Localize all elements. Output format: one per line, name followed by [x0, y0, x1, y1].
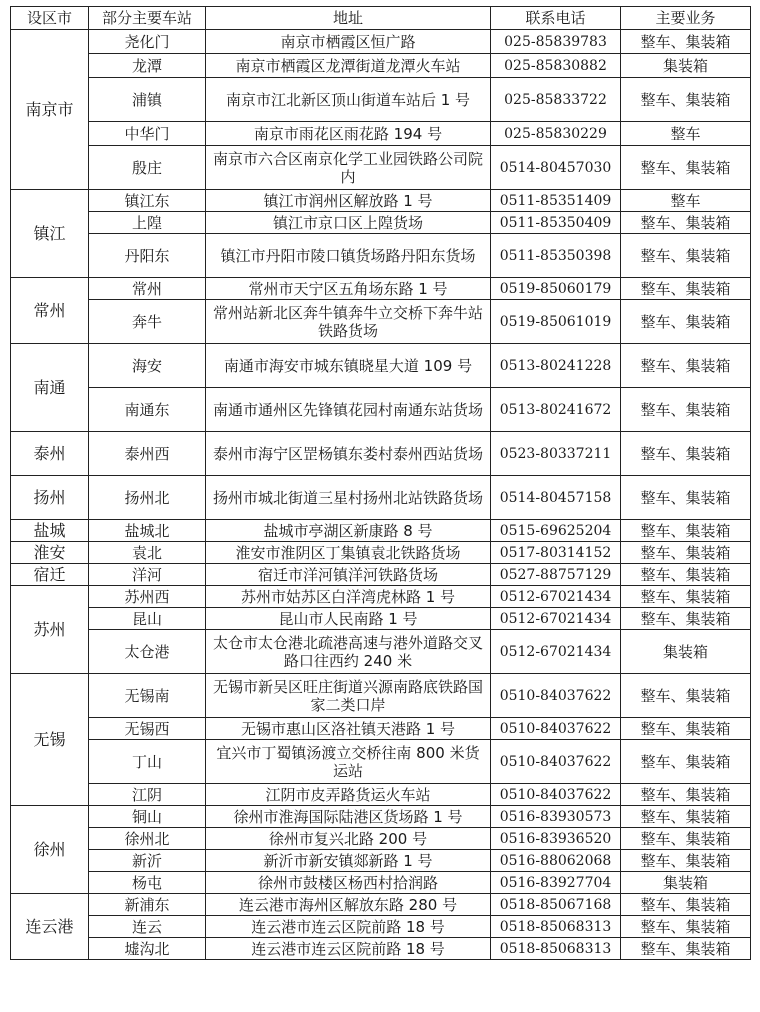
station-cell: 上隍: [89, 212, 206, 234]
business-cell: 整车: [621, 190, 751, 212]
address-cell: 盐城市亭湖区新康路 8 号: [206, 520, 491, 542]
city-cell: 扬州: [11, 476, 89, 520]
phone-cell: 0518-85068313: [491, 916, 621, 938]
phone-cell: 0510-84037622: [491, 740, 621, 784]
address-cell: 南通市通州区先锋镇花园村南通东站货场: [206, 388, 491, 432]
address-cell: 徐州市淮海国际陆港区货场路 1 号: [206, 806, 491, 828]
table-row: [11, 630, 751, 674]
business-cell: 整车、集装箱: [621, 344, 751, 388]
address-cell: 常州站新北区奔牛镇奔牛立交桥下奔牛站铁路货场: [206, 300, 491, 344]
city-cell: 连云港: [11, 894, 89, 960]
table-row: [11, 894, 751, 916]
table-row: [11, 872, 751, 894]
business-cell: 整车、集装箱: [621, 718, 751, 740]
address-cell: 昆山市人民南路 1 号: [206, 608, 491, 630]
table-row: [11, 806, 751, 828]
business-cell: 整车、集装箱: [621, 828, 751, 850]
city-cell: 苏州: [11, 586, 89, 674]
table-row: [11, 388, 751, 432]
phone-cell: 0518-85068313: [491, 938, 621, 960]
header-row: [11, 7, 751, 30]
phone-cell: 0514-80457030: [491, 146, 621, 190]
phone-cell: 0510-84037622: [491, 718, 621, 740]
table-header: [11, 7, 751, 30]
table-row: [11, 212, 751, 234]
phone-cell: 0516-83927704: [491, 872, 621, 894]
station-cell: 连云: [89, 916, 206, 938]
phone-cell: 0514-80457158: [491, 476, 621, 520]
table-row: [11, 740, 751, 784]
table-row: [11, 432, 751, 476]
table-row: [11, 234, 751, 278]
address-cell: 镇江市京口区上隍货场: [206, 212, 491, 234]
phone-cell: 0518-85067168: [491, 894, 621, 916]
station-cell: 新沂: [89, 850, 206, 872]
address-cell: 南京市栖霞区龙潭街道龙潭火车站: [206, 54, 491, 78]
business-cell: 整车、集装箱: [621, 146, 751, 190]
address-cell: 苏州市姑苏区白洋湾虎林路 1 号: [206, 586, 491, 608]
address-cell: 宿迁市洋河镇洋河铁路货场: [206, 564, 491, 586]
header-phone: 联系电话: [491, 7, 621, 30]
table-row: [11, 586, 751, 608]
station-cell: 浦镇: [89, 78, 206, 122]
station-cell: 泰州西: [89, 432, 206, 476]
address-cell: 连云港市连云区院前路 18 号: [206, 938, 491, 960]
header-business: 主要业务: [621, 7, 751, 30]
phone-cell: 0516-88062068: [491, 850, 621, 872]
address-cell: 淮安市淮阴区丁集镇袁北铁路货场: [206, 542, 491, 564]
phone-cell: 025-85830882: [491, 54, 621, 78]
phone-cell: 025-85833722: [491, 78, 621, 122]
table-row: [11, 718, 751, 740]
station-cell: 太仓港: [89, 630, 206, 674]
business-cell: 整车、集装箱: [621, 608, 751, 630]
city-cell: 镇江: [11, 190, 89, 278]
station-cell: 昆山: [89, 608, 206, 630]
station-cell: 江阴: [89, 784, 206, 806]
address-cell: 宜兴市丁蜀镇汤渡立交桥往南 800 米货运站: [206, 740, 491, 784]
table-row: [11, 190, 751, 212]
address-cell: 江阴市皮弄路货运火车站: [206, 784, 491, 806]
table-row: [11, 122, 751, 146]
phone-cell: 0523-80337211: [491, 432, 621, 476]
business-cell: 整车、集装箱: [621, 278, 751, 300]
table-row: [11, 938, 751, 960]
phone-cell: 0510-84037622: [491, 784, 621, 806]
city-cell: 南京市: [11, 30, 89, 190]
phone-cell: 0513-80241672: [491, 388, 621, 432]
business-cell: 整车、集装箱: [621, 938, 751, 960]
phone-cell: 0527-88757129: [491, 564, 621, 586]
address-cell: 连云港市海州区解放东路 280 号: [206, 894, 491, 916]
business-cell: 整车、集装箱: [621, 740, 751, 784]
city-cell: 淮安: [11, 542, 89, 564]
table-row: [11, 828, 751, 850]
address-cell: 常州市天宁区五角场东路 1 号: [206, 278, 491, 300]
table-row: [11, 30, 751, 54]
table-row: [11, 78, 751, 122]
address-cell: 南通市海安市城东镇晓星大道 109 号: [206, 344, 491, 388]
business-cell: 集装箱: [621, 54, 751, 78]
address-cell: 南京市六合区南京化学工业园铁路公司院内: [206, 146, 491, 190]
phone-cell: 0515-69625204: [491, 520, 621, 542]
business-cell: 整车、集装箱: [621, 30, 751, 54]
phone-cell: 0512-67021434: [491, 586, 621, 608]
station-cell: 南通东: [89, 388, 206, 432]
table-row: [11, 278, 751, 300]
address-cell: 徐州市鼓楼区杨西村拾润路: [206, 872, 491, 894]
city-cell: 宿迁: [11, 564, 89, 586]
station-table: [10, 6, 751, 960]
business-cell: 整车、集装箱: [621, 894, 751, 916]
station-cell: 盐城北: [89, 520, 206, 542]
business-cell: 整车、集装箱: [621, 432, 751, 476]
phone-cell: 0513-80241228: [491, 344, 621, 388]
table-row: [11, 916, 751, 938]
business-cell: 整车、集装箱: [621, 234, 751, 278]
address-cell: 南京市雨花区雨花路 194 号: [206, 122, 491, 146]
table-row: [11, 674, 751, 718]
phone-cell: 0510-84037622: [491, 674, 621, 718]
city-cell: 常州: [11, 278, 89, 344]
station-cell: 洋河: [89, 564, 206, 586]
business-cell: 整车、集装箱: [621, 300, 751, 344]
table-row: [11, 608, 751, 630]
station-cell: 扬州北: [89, 476, 206, 520]
city-cell: 徐州: [11, 806, 89, 894]
header-address: 地址: [206, 7, 491, 30]
phone-cell: 0519-85060179: [491, 278, 621, 300]
business-cell: 集装箱: [621, 630, 751, 674]
business-cell: 整车、集装箱: [621, 388, 751, 432]
table-body: [11, 30, 751, 960]
business-cell: 整车: [621, 122, 751, 146]
address-cell: 无锡市新吴区旺庄街道兴源南路底铁路国家二类口岸: [206, 674, 491, 718]
city-cell: 泰州: [11, 432, 89, 476]
table-row: [11, 146, 751, 190]
phone-cell: 0511-85351409: [491, 190, 621, 212]
station-cell: 苏州西: [89, 586, 206, 608]
phone-cell: 025-85839783: [491, 30, 621, 54]
city-cell: 南通: [11, 344, 89, 432]
station-cell: 铜山: [89, 806, 206, 828]
address-cell: 新沂市新安镇郯新路 1 号: [206, 850, 491, 872]
phone-cell: 0511-85350398: [491, 234, 621, 278]
phone-cell: 0519-85061019: [491, 300, 621, 344]
phone-cell: 0511-85350409: [491, 212, 621, 234]
address-cell: 镇江市丹阳市陵口镇货场路丹阳东货场: [206, 234, 491, 278]
business-cell: 整车、集装箱: [621, 476, 751, 520]
phone-cell: 025-85830229: [491, 122, 621, 146]
header-station: 部分主要车站: [89, 7, 206, 30]
station-cell: 杨屯: [89, 872, 206, 894]
station-cell: 奔牛: [89, 300, 206, 344]
business-cell: 整车、集装箱: [621, 586, 751, 608]
table-row: [11, 850, 751, 872]
address-cell: 扬州市城北街道三星村扬州北站铁路货场: [206, 476, 491, 520]
city-cell: 盐城: [11, 520, 89, 542]
business-cell: 整车、集装箱: [621, 806, 751, 828]
business-cell: 整车、集装箱: [621, 564, 751, 586]
table-row: [11, 784, 751, 806]
phone-cell: 0517-80314152: [491, 542, 621, 564]
business-cell: 集装箱: [621, 872, 751, 894]
business-cell: 整车、集装箱: [621, 850, 751, 872]
business-cell: 整车、集装箱: [621, 674, 751, 718]
address-cell: 南京市江北新区顶山街道车站后 1 号: [206, 78, 491, 122]
table-row: [11, 344, 751, 388]
table-row: [11, 54, 751, 78]
address-cell: 南京市栖霞区恒广路: [206, 30, 491, 54]
station-cell: 丁山: [89, 740, 206, 784]
station-cell: 墟沟北: [89, 938, 206, 960]
business-cell: 整车、集装箱: [621, 78, 751, 122]
address-cell: 连云港市连云区院前路 18 号: [206, 916, 491, 938]
business-cell: 整车、集装箱: [621, 520, 751, 542]
address-cell: 徐州市复兴北路 200 号: [206, 828, 491, 850]
station-cell: 无锡西: [89, 718, 206, 740]
phone-cell: 0516-83930573: [491, 806, 621, 828]
station-cell: 新浦东: [89, 894, 206, 916]
station-cell: 丹阳东: [89, 234, 206, 278]
table-row: [11, 476, 751, 520]
city-cell: 无锡: [11, 674, 89, 806]
station-cell: 常州: [89, 278, 206, 300]
address-cell: 泰州市海宁区罡杨镇东娄村泰州西站货场: [206, 432, 491, 476]
station-table-page: [10, 6, 750, 960]
business-cell: 整车、集装箱: [621, 542, 751, 564]
address-cell: 无锡市惠山区洛社镇天港路 1 号: [206, 718, 491, 740]
business-cell: 整车、集装箱: [621, 784, 751, 806]
station-cell: 龙潭: [89, 54, 206, 78]
header-city: 设区市: [11, 7, 89, 30]
station-cell: 海安: [89, 344, 206, 388]
business-cell: 整车、集装箱: [621, 916, 751, 938]
station-cell: 袁北: [89, 542, 206, 564]
station-cell: 中华门: [89, 122, 206, 146]
table-row: [11, 542, 751, 564]
address-cell: 太仓市太仓港北疏港高速与港外道路交叉路口往西约 240 米: [206, 630, 491, 674]
phone-cell: 0512-67021434: [491, 608, 621, 630]
station-cell: 无锡南: [89, 674, 206, 718]
station-cell: 殷庄: [89, 146, 206, 190]
business-cell: 整车、集装箱: [621, 212, 751, 234]
station-cell: 尧化门: [89, 30, 206, 54]
table-row: [11, 300, 751, 344]
station-cell: 徐州北: [89, 828, 206, 850]
station-cell: 镇江东: [89, 190, 206, 212]
phone-cell: 0512-67021434: [491, 630, 621, 674]
table-row: [11, 564, 751, 586]
address-cell: 镇江市润州区解放路 1 号: [206, 190, 491, 212]
table-row: [11, 520, 751, 542]
phone-cell: 0516-83936520: [491, 828, 621, 850]
